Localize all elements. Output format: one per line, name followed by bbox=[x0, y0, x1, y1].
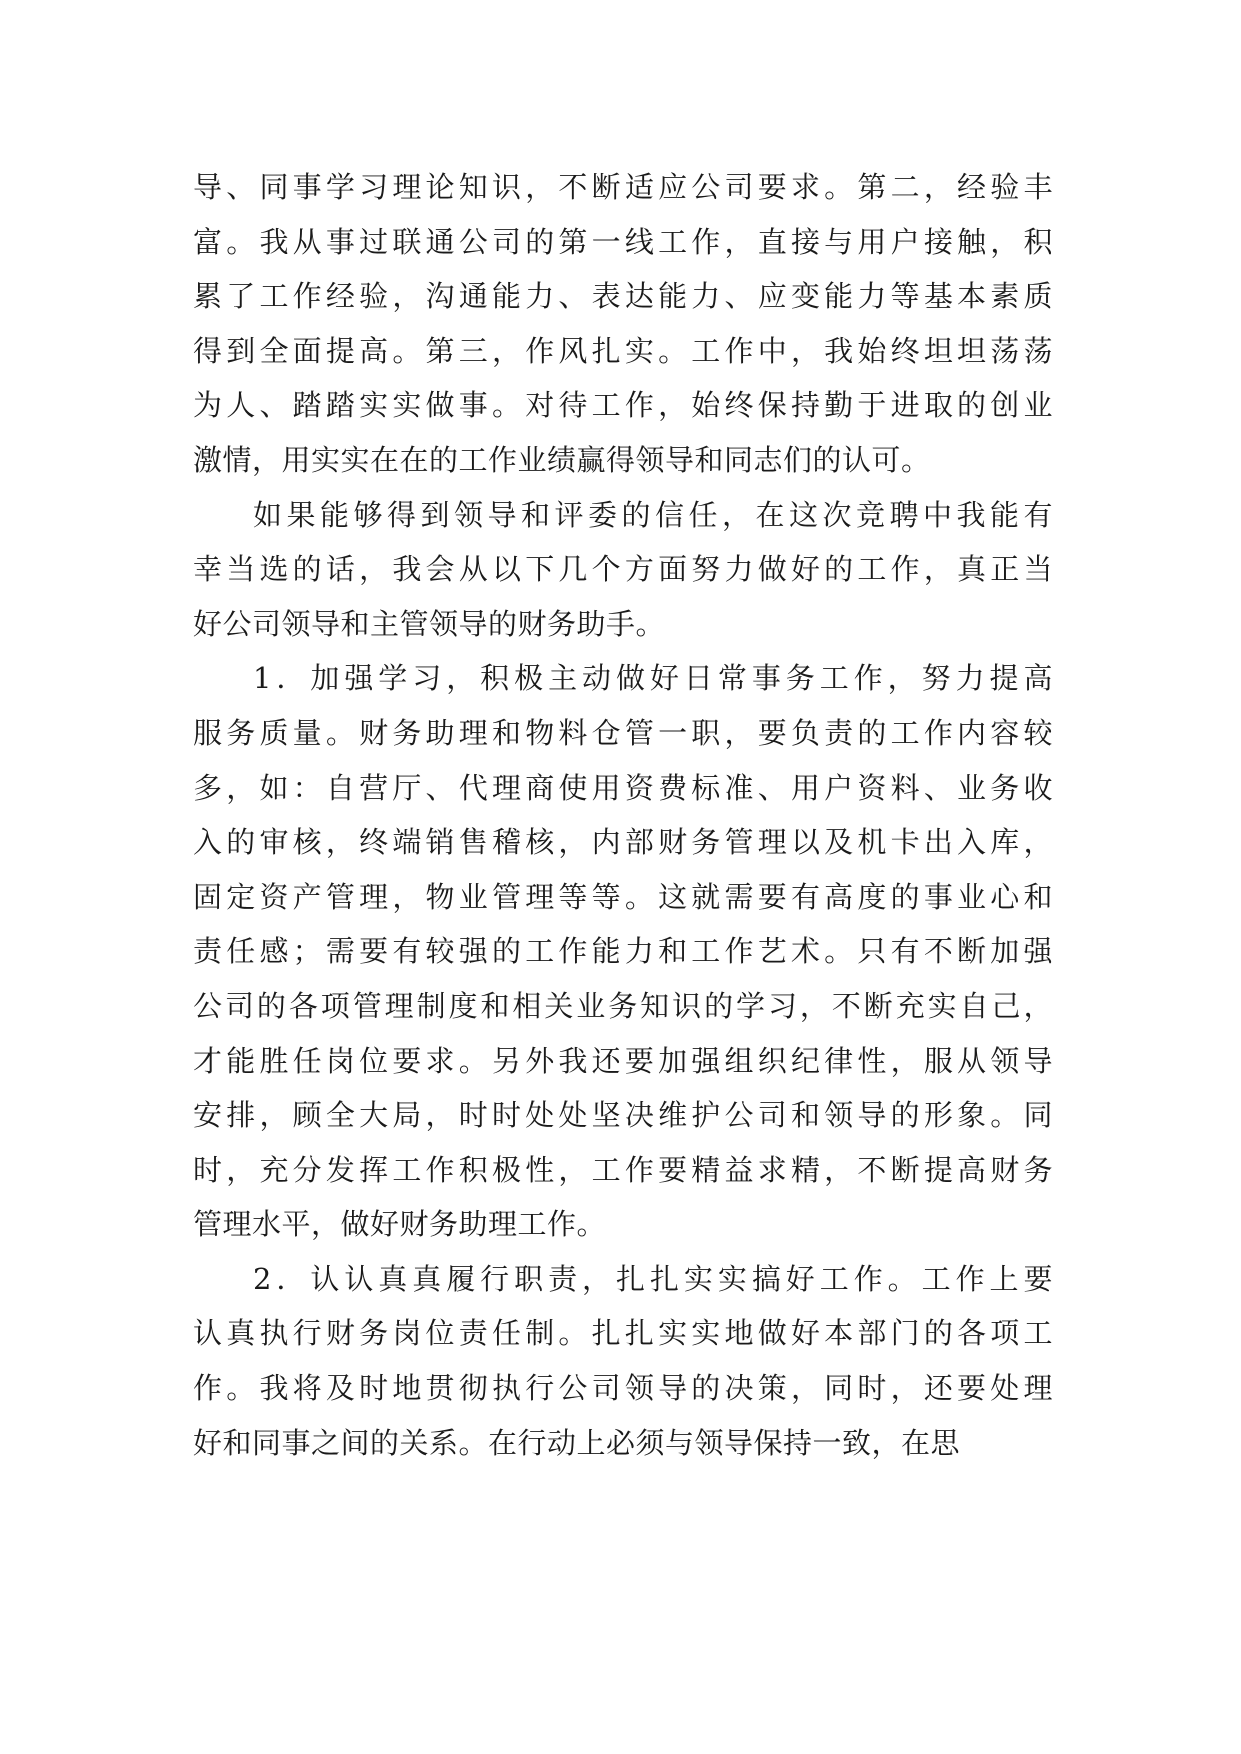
paragraph bbox=[193, 488, 1053, 652]
text-line: 2．认认真真履行职责，扎扎实实搞好工作。工作上要 bbox=[253, 1261, 1053, 1296]
text-line: 入的审核，终端销售稽核，内部财务管理以及机卡出入库， bbox=[193, 825, 1053, 860]
text-line: 责任感；需要有较强的工作能力和工作艺术。只有不断加强 bbox=[193, 934, 1053, 969]
text-line: 管理水平，做好财务助理工作。 bbox=[193, 1207, 607, 1242]
paragraph bbox=[193, 1252, 1053, 1470]
text-line: 激情，用实实在在的工作业绩赢得领导和同志们的认可。 bbox=[193, 442, 931, 477]
paragraph bbox=[193, 160, 1053, 488]
text-line: 1．加强学习，积极主动做好日常事务工作，努力提高 bbox=[253, 661, 1053, 696]
document-body bbox=[193, 160, 1053, 1470]
text-line: 作。我将及时地贯彻执行公司领导的决策，同时，还要处理 bbox=[193, 1371, 1053, 1406]
text-line: 多，如：自营厅、代理商使用资费标准、用户资料、业务收 bbox=[193, 770, 1053, 805]
text-line: 时，充分发挥工作积极性，工作要精益求精，不断提高财务 bbox=[193, 1152, 1053, 1187]
text-line: 为人、踏踏实实做事。对待工作，始终保持勤于进取的创业 bbox=[193, 388, 1053, 423]
text-line: 认真执行财务岗位责任制。扎扎实实地做好本部门的各项工 bbox=[193, 1316, 1053, 1351]
text-line: 幸当选的话，我会从以下几个方面努力做好的工作，真正当 bbox=[193, 552, 1053, 587]
text-line: 才能胜任岗位要求。另外我还要加强组织纪律性，服从领导 bbox=[193, 1043, 1053, 1078]
text-line: 累了工作经验，沟通能力、表达能力、应变能力等基本素质 bbox=[193, 279, 1053, 314]
text-line: 服务质量。财务助理和物料仓管一职，要负责的工作内容较 bbox=[193, 715, 1053, 750]
text-line: 公司的各项管理制度和相关业务知识的学习，不断充实自己， bbox=[193, 988, 1053, 1023]
text-line: 安排，顾全大局，时时处处坚决维护公司和领导的形象。同 bbox=[193, 1098, 1053, 1133]
text-line: 如果能够得到领导和评委的信任，在这次竞聘中我能有 bbox=[253, 497, 1053, 532]
text-line: 好公司领导和主管领导的财务助手。 bbox=[193, 606, 666, 641]
text-line: 固定资产管理，物业管理等等。这就需要有高度的事业心和 bbox=[193, 879, 1053, 914]
paragraph bbox=[193, 651, 1053, 1252]
text-line: 导、同事学习理论知识，不断适应公司要求。第二，经验丰 bbox=[193, 170, 1053, 204]
text-line: 得到全面提高。第三，作风扎实。工作中，我始终坦坦荡荡 bbox=[193, 333, 1053, 368]
text-line: 好和同事之间的关系。在行动上必须与领导保持一致，在思 bbox=[193, 1425, 961, 1460]
text-line: 富。我从事过联通公司的第一线工作，直接与用户接触，积 bbox=[193, 224, 1053, 259]
